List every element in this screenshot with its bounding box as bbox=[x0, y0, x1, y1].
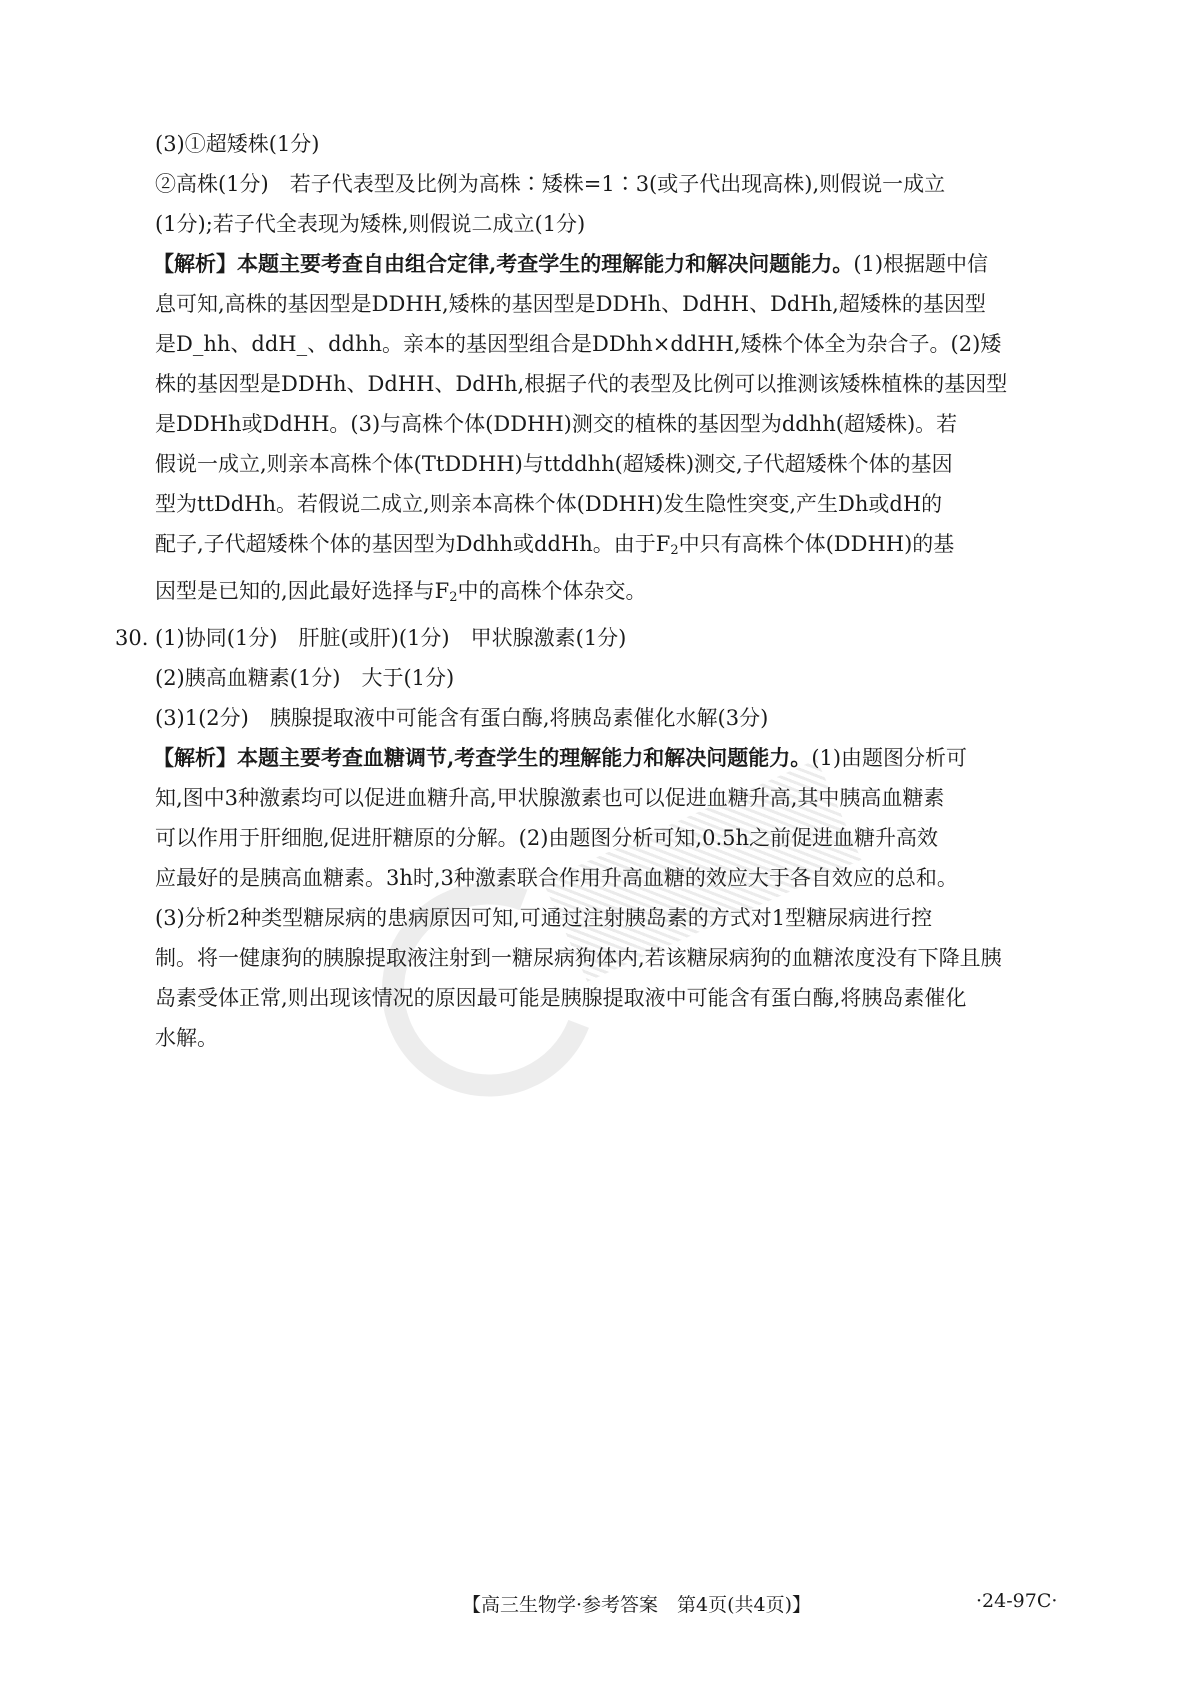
q30-analysis-line-4: 应最好的是胰高血糖素。3h时,3种激素联合作用升高血糖的效应大于各自效应的总和。 bbox=[155, 866, 958, 890]
question-number: 30. bbox=[115, 626, 149, 650]
q29-analysis-line-1 bbox=[155, 244, 1100, 284]
q30-analysis-line-8: 水解。 bbox=[155, 1026, 218, 1050]
text-segment: 因型是已知的,因此最好选择与F bbox=[155, 579, 450, 603]
q30-analysis-line-6: 制。将一健康狗的胰腺提取液注射到一糖尿病狗体内,若该糖尿病狗的血糖浓度没有下降且胰 bbox=[155, 946, 1002, 970]
analysis-label: 【解析】 bbox=[153, 745, 237, 770]
analysis-summary: 本题主要考查血糖调节,考查学生的理解能力和解决问题能力。 bbox=[237, 745, 812, 770]
q29-analysis-line-2: 息可知,高株的基因型是DDHH,矮株的基因型是DDHh、DdHH、DdHh,超矮株的基因型 bbox=[155, 292, 986, 316]
analysis-label: 【解析】 bbox=[153, 251, 237, 276]
q30-answer-3: (3)1(2分) 胰腺提取液中可能含有蛋白酶,将胰岛素催化水解(3分) bbox=[155, 706, 769, 730]
q29-analysis-line-5: 是DDHh或DdHH。(3)与高株个体(DDHH)测交的植株的基因型为ddhh(超矮株)。若 bbox=[155, 412, 958, 436]
text-segment: 中的高株个体杂交。 bbox=[457, 579, 647, 603]
q30-analysis-line-7: 岛素受体正常,则出现该情况的原因最可能是胰腺提取液中可能含有蛋白酶,将胰岛素催化 bbox=[155, 986, 967, 1010]
q30-part1-text: (1)协同(1分) 肝脏(或肝)(1分) 甲状腺激素(1分) bbox=[155, 626, 627, 650]
subscript: 2 bbox=[449, 590, 458, 605]
subscript: 2 bbox=[670, 543, 679, 558]
footer-title: 【高三生物学·参考答案 第4页(共4页)】 bbox=[462, 1594, 812, 1616]
q30-analysis-line-5: (3)分析2种类型糖尿病的患病原因可知,可通过注射胰岛素的方式对1型糖尿病进行控 bbox=[155, 906, 933, 930]
answer-content bbox=[115, 124, 1100, 1058]
q29-analysis-line-3: 是D_hh、ddH_、ddhh。亲本的基因型组合是DDhh×ddHH,矮株个体全为杂合子。(2)矮 bbox=[155, 332, 1002, 356]
q29-analysis-line-6: 假说一成立,则亲本高株个体(TtDDHH)与ttddhh(超矮株)测交,子代超矮株个体的基因 bbox=[155, 452, 953, 476]
q30-analysis-line-1 bbox=[155, 738, 1100, 778]
footer-code: ·24-97C· bbox=[976, 1590, 1058, 1612]
q29-analysis-line-4: 株的基因型是DDHh、DdHH、DdHh,根据子代的表型及比例可以推测该矮株植株的基因型 bbox=[155, 372, 1008, 396]
q29-analysis-line-8 bbox=[155, 524, 1100, 571]
text-segment: 配子,子代超矮株个体的基因型为Ddhh或ddHh。由于F bbox=[155, 532, 671, 556]
q30-analysis-line-3: 可以作用于肝细胞,促进肝糖原的分解。(2)由题图分析可知,0.5h之前促进血糖升高效 bbox=[155, 826, 939, 850]
q29-part3-answer-1: (3)①超矮株(1分) bbox=[155, 132, 320, 156]
q30-answer-2: (2)胰高血糖素(1分) 大于(1分) bbox=[155, 666, 455, 690]
text-segment: 中只有高株个体(DDHH)的基 bbox=[678, 532, 955, 556]
q30-analysis-line-2: 知,图中3种激素均可以促进血糖升高,甲状腺激素也可以促进血糖升高,其中胰高血糖素 bbox=[155, 786, 945, 810]
q29-part3-answer-2: ②高株(1分) 若子代表型及比例为高株∶矮株=1∶3(或子代出现高株),则假说一成立 bbox=[155, 172, 946, 196]
q30-answer-1 bbox=[115, 618, 1100, 658]
q29-part3-answer-3: (1分);若子代全表现为矮株,则假说二成立(1分) bbox=[155, 212, 586, 236]
analysis-summary: 本题主要考查自由组合定律,考查学生的理解能力和解决问题能力。 bbox=[237, 251, 854, 276]
analysis-text: (1)由题图分析可 bbox=[811, 746, 968, 770]
q29-analysis-line-7: 型为ttDdHh。若假说二成立,则亲本高株个体(DDHH)发生隐性突变,产生Dh或dH的 bbox=[155, 492, 943, 516]
analysis-text: (1)根据题中信 bbox=[853, 252, 989, 276]
q29-analysis-line-9 bbox=[155, 571, 1100, 618]
